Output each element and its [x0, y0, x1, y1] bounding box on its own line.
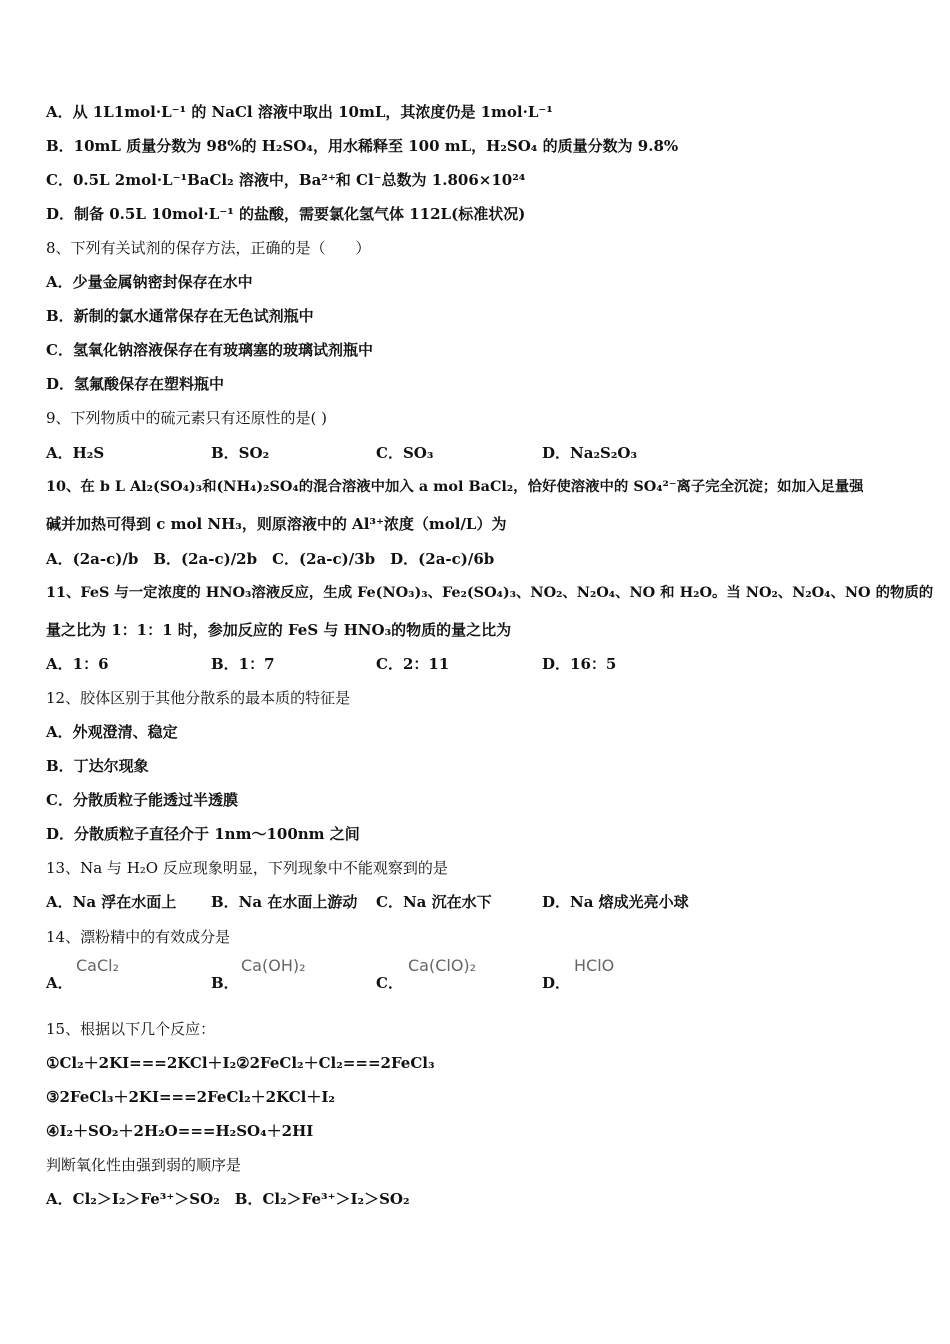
q7-option-b: B．10mL 质量分数为 98%的 H₂SO₄，用水稀释至 100 mL，H₂SO₄ 的质量分数为 9.8%	[46, 137, 679, 155]
q14-option-a-label: A．	[46, 974, 73, 992]
q13-option-c: C．Na 沉在水下	[376, 893, 492, 911]
q14-option-d-label: D．	[542, 974, 571, 992]
q10-stem-line1: 10、在 b L Al₂(SO₄)₃和(NH₄)₂SO₄的混合溶液中加入 a mol BaCl₂，恰好使溶液中的 SO₄²⁻离子完全沉淀；如加入足量强	[46, 478, 864, 495]
q10-options: A．(2a-c)/b B．(2a-c)/2b C．(2a-c)/3b D．(2a-c)/6b	[46, 550, 495, 568]
q14-options	[46, 956, 746, 996]
q13-option-a: A．Na 浮在水面上	[46, 893, 177, 911]
q12-stem: 12、胶体区别于其他分散系的最本质的特征是	[46, 689, 351, 707]
q9-option-b: B．SO₂	[211, 444, 270, 462]
q14-option-b-label: B．	[211, 974, 239, 992]
q9-option-c: C．SO₃	[376, 444, 434, 462]
q9-option-d: D．Na₂S₂O₃	[542, 444, 638, 462]
q12-option-d: D．分散质粒子直径介于 1nm～100nm 之间	[46, 825, 360, 843]
q8-option-b: B．新制的氯水通常保存在无色试剂瓶中	[46, 307, 314, 325]
q14-option-d-formula: HClO	[574, 956, 615, 975]
q15-reaction-3: ③2FeCl₃＋2KI===2FeCl₂＋2KCl＋I₂	[46, 1088, 335, 1106]
q13-stem: 13、Na 与 H₂O 反应现象明显，下列现象中不能观察到的是	[46, 859, 448, 877]
q7-option-a: A．从 1L1mol·L⁻¹ 的 NaCl 溶液中取出 10mL，其浓度仍是 1mol·L⁻¹	[46, 103, 553, 121]
q13-option-d: D．Na 熔成光亮小球	[542, 893, 689, 911]
q15-question: 判断氧化性由强到弱的顺序是	[46, 1156, 242, 1174]
q11-option-b: B．1：7	[211, 655, 275, 673]
q14-option-c-formula: Ca(ClO)₂	[408, 956, 477, 975]
q8-option-c: C．氢氧化钠溶液保存在有玻璃塞的玻璃试剂瓶中	[46, 341, 373, 359]
q7-option-d: D．制备 0.5L 10mol·L⁻¹ 的盐酸，需要氯化氢气体 112L(标准状况)	[46, 205, 526, 223]
q8-option-d: D．氢氟酸保存在塑料瓶中	[46, 375, 225, 393]
q12-option-b: B．丁达尔现象	[46, 757, 149, 775]
q11-stem-line1: 11、FeS 与一定浓度的 HNO₃溶液反应，生成 Fe(NO₃)₃、Fe₂(SO₄)₃、NO₂、N₂O₄、NO 和 H₂O。当 NO₂、N₂O₄、NO 的物质的	[46, 584, 934, 601]
q15-options: A．Cl₂＞I₂＞Fe³⁺＞SO₂ B．Cl₂＞Fe³⁺＞I₂＞SO₂	[46, 1190, 410, 1208]
q12-option-c: C．分散质粒子能透过半透膜	[46, 791, 238, 809]
q15-reaction-4: ④I₂＋SO₂＋2H₂O===H₂SO₄＋2HI	[46, 1122, 314, 1140]
q7-option-c: C．0.5L 2mol·L⁻¹BaCl₂ 溶液中，Ba²⁺和 Cl⁻总数为 1.806×10²⁴	[46, 171, 526, 189]
q12-option-a: A．外观澄清、稳定	[46, 723, 178, 741]
q11-option-a: A．1：6	[46, 655, 109, 673]
q11-option-c: C．2：11	[376, 655, 450, 673]
q14-stem: 14、漂粉精中的有效成分是	[46, 928, 231, 946]
q9-option-a: A．H₂S	[46, 444, 105, 462]
q14-option-a-formula: CaCl₂	[76, 956, 120, 975]
q15-reaction-1-2: ①Cl₂＋2KI===2KCl＋I₂②2FeCl₂＋Cl₂===2FeCl₃	[46, 1054, 435, 1072]
q14-option-c-label: C．	[376, 974, 403, 992]
q10-stem-line2: 碱并加热可得到 c mol NH₃，则原溶液中的 Al³⁺浓度（mol/L）为	[46, 515, 507, 533]
q11-option-d: D．16：5	[542, 655, 617, 673]
q15-stem: 15、根据以下几个反应：	[46, 1020, 216, 1038]
q8-stem: 8、下列有关试剂的保存方法，正确的是（ ）	[46, 239, 371, 257]
q14-option-b-formula: Ca(OH)₂	[241, 956, 306, 975]
q8-option-a: A．少量金属钠密封保存在水中	[46, 273, 253, 291]
q11-stem-line2: 量之比为 1：1：1 时，参加反应的 FeS 与 HNO₃的物质的量之比为	[46, 621, 512, 639]
q9-stem: 9、下列物质中的硫元素只有还原性的是( )	[46, 409, 328, 427]
q13-option-b: B．Na 在水面上游动	[211, 893, 358, 911]
